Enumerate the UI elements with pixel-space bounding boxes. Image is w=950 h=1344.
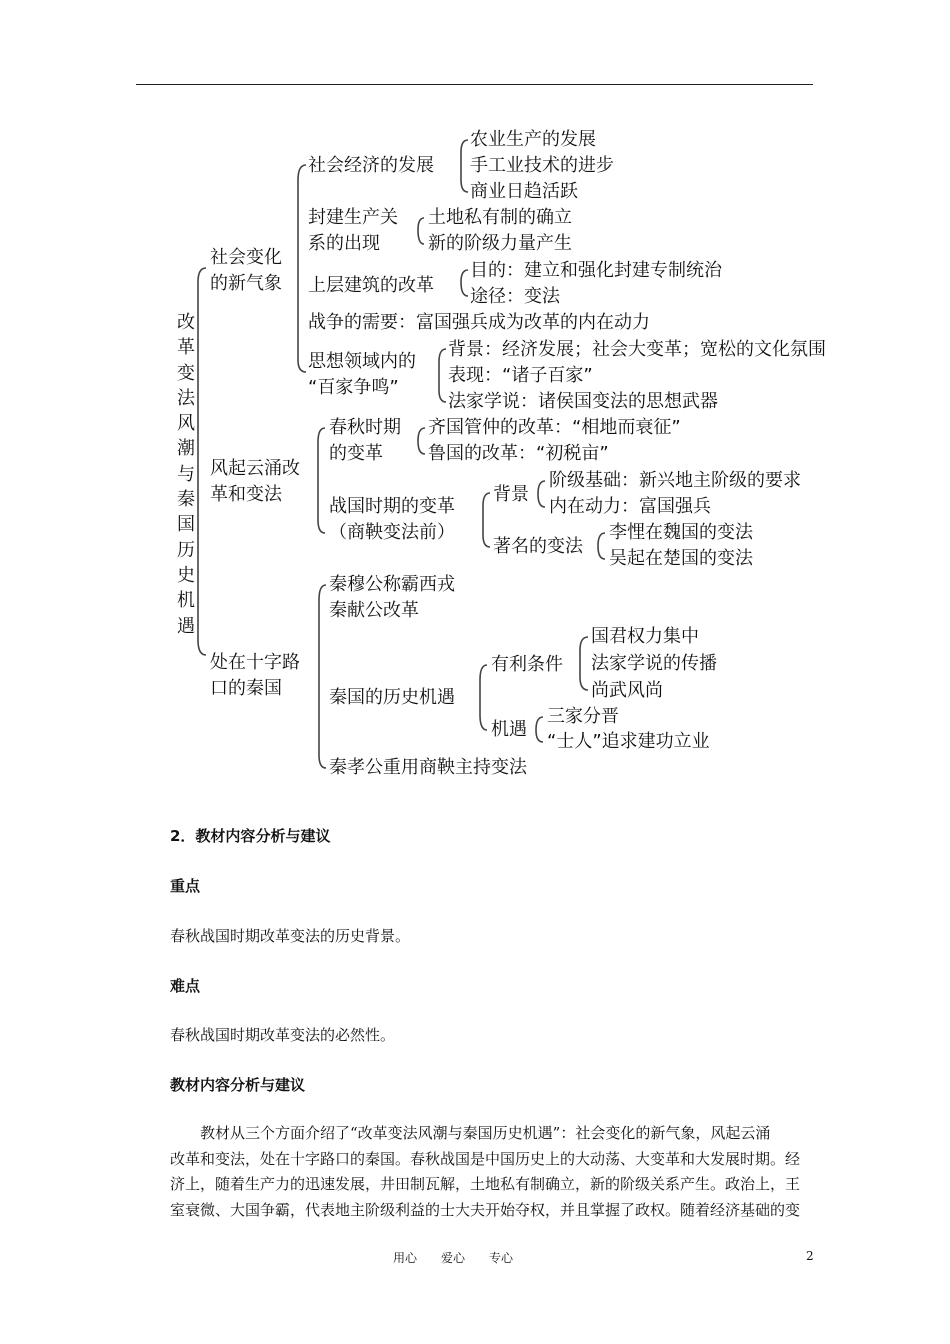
branch2-1-bracket [418,428,425,454]
root-title-char: 变 [177,362,195,384]
branch1-2-bracket [418,218,424,244]
branch2-bracket [318,428,325,533]
leaf: 土地私有制的确立 [428,207,572,228]
root-title-char: 遇 [177,615,195,637]
leaf: 途径：变法 [470,286,560,307]
node-hundred-schools: 思想领域内的 “百家争鸣” [308,351,416,398]
branch2-2b-bracket [598,533,605,559]
root-title-char: 风 [177,413,195,435]
branch2-2a-bracket [538,481,545,507]
root-title-char: 与 [177,463,195,485]
leaf: 目的：建立和强化封建专制统治 [470,260,722,281]
difficulty-text: 春秋战国时期改革变法的必然性。 [170,1026,396,1044]
node-opportunity: 机遇 [491,719,527,740]
leaf: 尚武风尚 [591,680,663,701]
leaf: 背景：经济发展；社会大变革；宽松的文化氛围 [448,339,826,360]
root-title-char: 史 [177,564,195,586]
root-title-char: 改 [177,312,195,333]
node-war-needs: 战争的需要：富国强兵成为改革的内在动力 [308,312,650,333]
node-famous-reforms: 著名的变法 [493,536,583,557]
branch3-2b-bracket [536,717,543,742]
node-qin-opportunity: 秦国的历史机遇 [329,687,455,708]
node-superstructure: 上层建筑的改革 [308,275,434,296]
branch2-2-bracket [483,493,490,547]
root-title-char: 秦 [177,489,195,511]
root-title-char: 革 [177,337,195,359]
key-point-text: 春秋战国时期改革变法的历史背景。 [170,927,411,945]
paragraph-line: 改革和变法，处在十字路口的秦国。春秋战国是中国历史上的大动荡、大变革和大发展时期。经 [170,1149,801,1168]
branch3-2a-bracket [580,637,588,690]
root-title-char: 潮 [177,438,195,460]
leaf: 商业日趋活跃 [470,181,578,202]
branch3-label: 处在十字路 口的秦国 [210,652,300,699]
branch1-1-bracket [461,140,468,192]
leaf: 手工业技术的进步 [470,155,614,176]
root-title-char: 机 [177,590,195,612]
leaf: 内在动力：富国强兵 [549,496,711,517]
root-title-char: 历 [177,539,195,561]
leaf: 国君权力集中 [591,626,699,647]
leaf: 吴起在楚国的变法 [609,548,753,569]
node-favorable-conditions: 有利条件 [491,654,563,675]
root-title-char: 国 [177,514,195,536]
footer-slogan: 用心 爱心 专心 [393,1251,514,1265]
leaf: “士人”追求建功立业 [547,731,710,752]
node-qin-xiao: 秦孝公重用商鞅主持变法 [329,757,527,778]
branch3-bracket [319,585,326,768]
page-number: 2 [806,1249,814,1263]
analysis-title: 教材内容分析与建议 [170,1076,306,1094]
node-social-economy: 社会经济的发展 [308,155,434,176]
leaf: 法家学说的传播 [591,653,717,674]
node-spring-autumn: 春秋时期 的变革 [329,417,401,464]
key-point-title: 重点 [170,877,201,895]
analysis-paragraph [170,1121,815,1223]
branch1-bracket [298,165,306,372]
leaf: 阶级基础：新兴地主阶级的要求 [549,470,801,491]
paragraph-line: 室衰微、大国争霸，代表地主阶级利益的士大夫开始夺权，并且掌握了政权。随着经济基础的变 [170,1200,801,1219]
node-feudal-relations: 封建生产关 系的出现 [308,207,398,254]
paragraph-line: 教材从三个方面介绍了“改革变法风潮与秦国历史机遇”：社会变化的新气象，风起云涌 [200,1124,771,1142]
leaf: 新的阶级力量产生 [428,233,572,254]
leaf: 农业生产的发展 [470,129,596,150]
root-bracket [198,268,206,655]
root-title-char: 法 [177,387,195,409]
leaf: 鲁国的改革：“初税亩” [428,443,609,464]
leaf: 表现：“诸子百家” [448,365,593,386]
section-heading: 2．教材内容分析与建议 [170,827,331,845]
node-warring-states: 战国时期的变革 （商鞅变法前） [329,496,455,543]
branch1-5-bracket [439,349,446,402]
paragraph-line: 济上，随着生产力的迅速发展，井田制瓦解，土地私有制确立，新的阶级关系产生。政治上，王 [170,1175,801,1193]
difficulty-title: 难点 [170,977,201,995]
branch2-label: 风起云涌改 革和变法 [210,458,300,505]
branch1-3-bracket [461,270,468,296]
leaf: 李悝在魏国的变法 [609,522,753,543]
node-background: 背景 [493,484,529,505]
branch1-label: 社会变化 的新气象 [210,247,282,294]
node-qin-mu-xian: 秦穆公称霸西戎 秦献公改革 [329,574,455,621]
branch3-2-bracket [480,665,487,730]
leaf: 法家学说：诸侯国变法的思想武器 [448,391,718,412]
leaf: 三家分晋 [547,706,619,727]
leaf: 齐国管仲的改革：“相地而衰征” [428,417,681,438]
